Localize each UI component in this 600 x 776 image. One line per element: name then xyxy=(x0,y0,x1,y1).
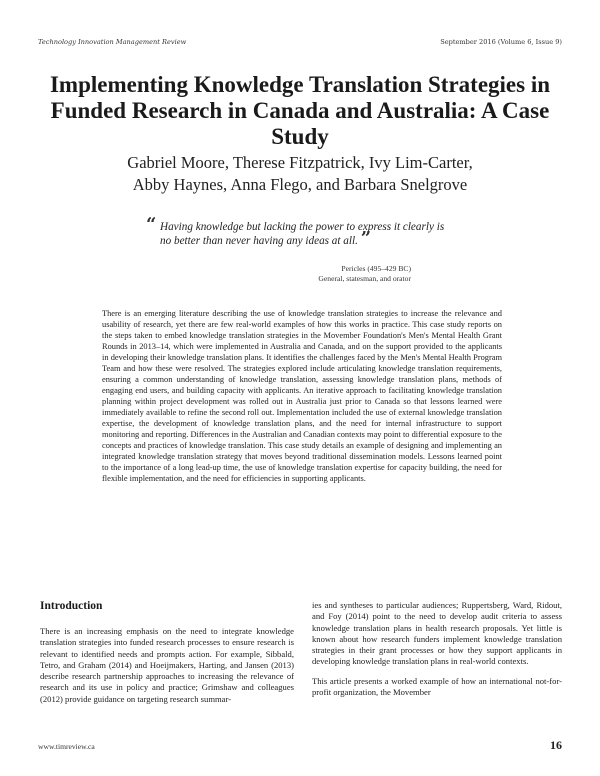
journal-name: Technology Innovation Management Review xyxy=(38,38,187,46)
open-quote-mark: “ xyxy=(146,214,157,235)
intro-column-left xyxy=(40,600,294,713)
page-number: 16 xyxy=(550,738,562,752)
epigraph-quote xyxy=(146,214,450,249)
issue-info: September 2016 (Volume 6, Issue 9) xyxy=(440,38,562,46)
close-quote-mark: ” xyxy=(360,228,372,249)
quote-attribution xyxy=(318,264,411,284)
abstract: There is an emerging literature describing the use of knowledge translation strategies to increase the relevance and usability of research, yet there are few real-world examples of how this works in practice. This case study reports on the steps taken to embed knowledge translation strategies in the Movember Foundation's Men's Mental Health Grant Rounds in 2013–14, which were implemented in Australia and Canada, and on the support provided to the applicants in developing their knowledge translation plans. It identifies the challenges faced by the Men's Mental Health Program Team and how these were resolved. The strategies explored include articulating knowledge translation requirements, ensuring a common understanding of knowledge translation, assessing knowledge translation plans, methods of engaging end users, and building capacity with applicants. An iterative approach to facilitating knowledge translation planning within project development was rolled out in Australia just prior to Canada so that lessons learned were immediately available to refine the second roll out. Implementation included the use of external knowledge translation expertise, the development of knowledge translation plans, and the need for internal infrastructure to support monitoring and reporting. Differences in the Australian and Canadian contexts may point to differential exposure to the concepts and practices of knowledge translation. This case study details an example of designing and implementing an integrated knowledge translation strategy that moves beyond traditional dissemination models. Lessons learned point to the importance of a long lead-up time, the use of knowledge translation expertise for capacity building, the need for flexible implementation, and the need for efficiencies in supporting applicants. xyxy=(102,309,502,483)
article-title: Implementing Knowledge Translation Strategies in Funded Research in Canada and Australia: A Case Study xyxy=(49,72,551,149)
intro-paragraph-3: This article presents a worked example of how an international not-for-profit organization, the Movember xyxy=(312,675,562,698)
authors-line-1: Gabriel Moore, Therese Fitzpatrick, Ivy Lim-Carter, xyxy=(127,153,473,172)
quote-text: Having knowledge but lacking the power to express it clearly is no better than never having any ideas at all. xyxy=(160,221,445,247)
author-list xyxy=(40,152,560,196)
intro-column-right xyxy=(312,600,562,706)
quote-author: Pericles (495–429 BC) xyxy=(341,264,411,273)
intro-paragraph-2: ies and syntheses to particular audiences; Ruppertsberg, Ward, Ridout, and Foy (2014) point to the need to develop audit criteria to assess knowledge translation plans in health research proposals. Yet little is known about how research funders implement knowledge translation strategies in their grant processes or how they support applicants in developing knowledge translation plans in real-world contexts. xyxy=(312,600,562,667)
section-heading-introduction: Introduction xyxy=(40,600,103,612)
authors-line-2: Abby Haynes, Anna Flego, and Barbara Snelgrove xyxy=(132,175,468,194)
footer-website: www.timreview.ca xyxy=(38,742,95,751)
intro-paragraph-1: There is an increasing emphasis on the need to integrate knowledge translation strategies into funded research processes to ensure research is relevant to identified needs and prompts action. For example, Sibbald, Tetro, and Graham (2014) and Hoeijmakers, Harting, and Jansen (2013) describe research partnership approaches to increasing the relevance of research and its use in policy and practice; Grimshaw and colleagues (2012) provide guidance on targeting research summar- xyxy=(40,626,294,704)
quote-author-description: General, statesman, and orator xyxy=(318,274,411,283)
